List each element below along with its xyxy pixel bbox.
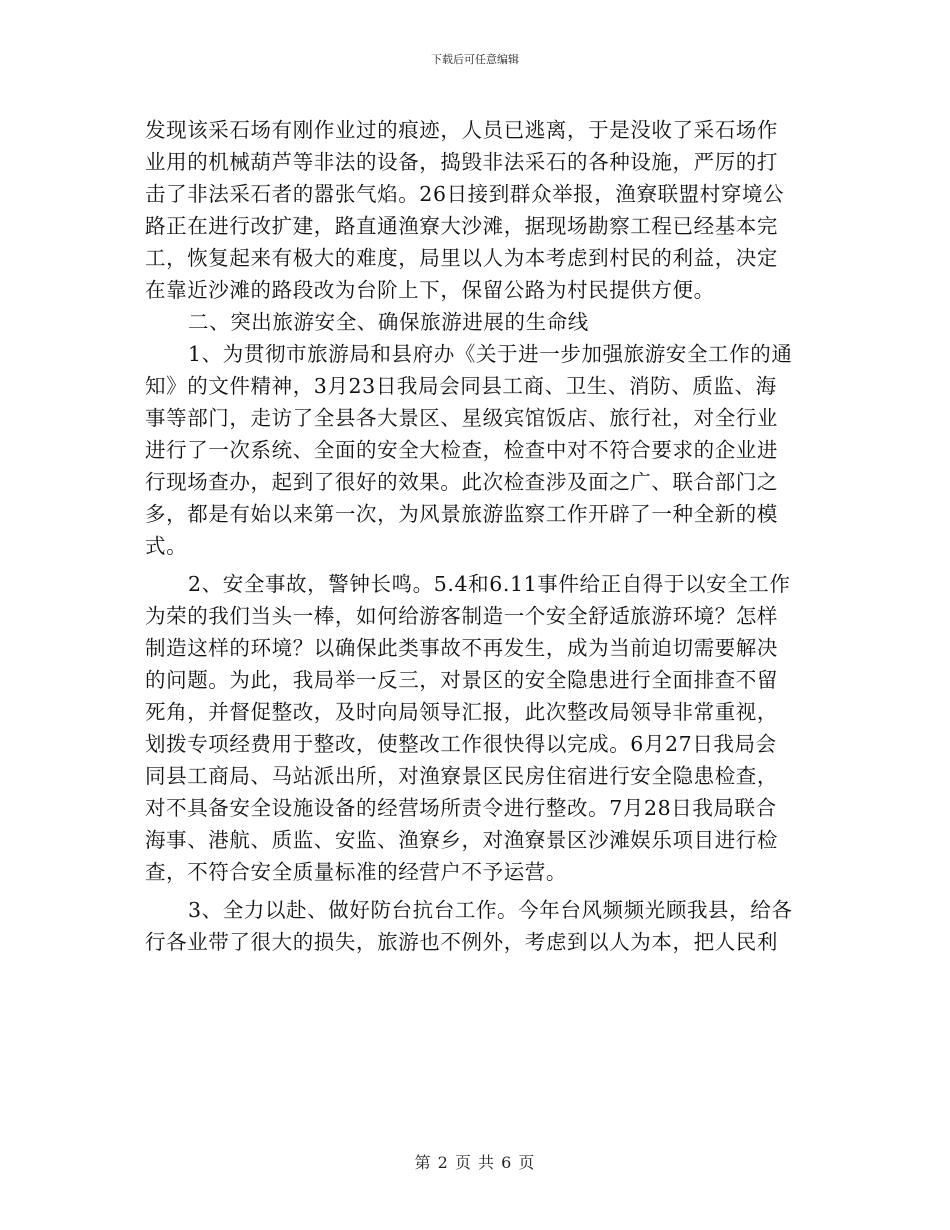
text-line: 行现场查办，起到了很好的效果。此次检查涉及面之广、联合部门之 [145,470,778,494]
text-line: 制造这样的环境？以确保此类事故不再发生，成为当前迫切需要解决 [145,636,778,660]
text-line: 划拨专项经费用于整改，使整改工作很快得以完成。6月27日我局会 [145,732,777,756]
text-line: 工，恢复起来有极大的难度，局里以人为本考虑到村民的利益，决定 [145,246,778,270]
text-line: 事等部门，走访了全县各大景区、星级宾馆饭店、旅行社，对全行业 [145,406,778,430]
text-line: 多，都是有始以来第一次，为风景旅游监察工作开辟了一种全新的模 [145,502,778,526]
text-line: 对不具备安全设施设备的经营场所责令进行整改。7月28日我局联合 [145,796,777,820]
text-line: 同县工商局、马站派出所，对渔寮景区民房住宿进行安全隐患检查， [145,764,778,788]
text-line: 发现该采石场有刚作业过的痕迹，人员已逃离，于是没收了采石场作 [145,118,778,142]
text-line: 的问题。为此，我局举一反三，对景区的安全隐患进行全面排查不留 [145,668,778,692]
text-line: 业用的机械葫芦等非法的设备，捣毁非法采石的各种设施，严厉的打 [145,150,778,174]
text-line: 击了非法采石者的嚣张气焰。26日接到群众举报，渔寮联盟村穿境公 [145,182,785,206]
text-line: 路正在进行改扩建，路直通渔寮大沙滩，据现场勘察工程已经基本完 [145,214,778,238]
text-line: 在靠近沙滩的路段改为台阶上下，保留公路为村民提供方便。 [145,278,715,302]
page-header: 下载后可任意编辑 [431,53,519,66]
text-line: 为荣的我们当头一棒，如何给游客制造一个安全舒适旅游环境？怎样 [145,604,778,628]
text-line: 查，不符合安全质量标准的经营户不予运营。 [145,860,567,884]
text-line: 2、安全事故，警钟长鸣。5.4和6.11事件给正自得于以安全工作 [188,572,791,596]
page-footer: 第 2 页 共 6 页 [414,1153,536,1172]
document-body [145,114,809,958]
text-line: 3、全力以赴、做好防台抗台工作。今年台风频频光顾我县，给各 [188,898,793,922]
text-line: 式。 [145,534,188,558]
text-line: 死角，并督促整改，及时向局领导汇报，此次整改局领导非常重视， [145,700,778,724]
text-line: 进行了一次系统、全面的安全大检查，检查中对不符合要求的企业进 [145,438,778,462]
text-line: 1、为贯彻市旅游局和县府办《关于进一步加强旅游安全工作的通 [188,342,793,366]
text-line: 海事、港航、质监、安监、渔寮乡，对渔寮景区沙滩娱乐项目进行检 [145,828,778,852]
text-line: 行各业带了很大的损失，旅游也不例外，考虑到以人为本，把人民利 [145,930,778,954]
section-heading: 二、突出旅游安全、确保旅游进展的生命线 [188,310,589,334]
text-line: 知》的文件精神，3月23日我局会同县工商、卫生、消防、质监、海 [145,374,777,398]
